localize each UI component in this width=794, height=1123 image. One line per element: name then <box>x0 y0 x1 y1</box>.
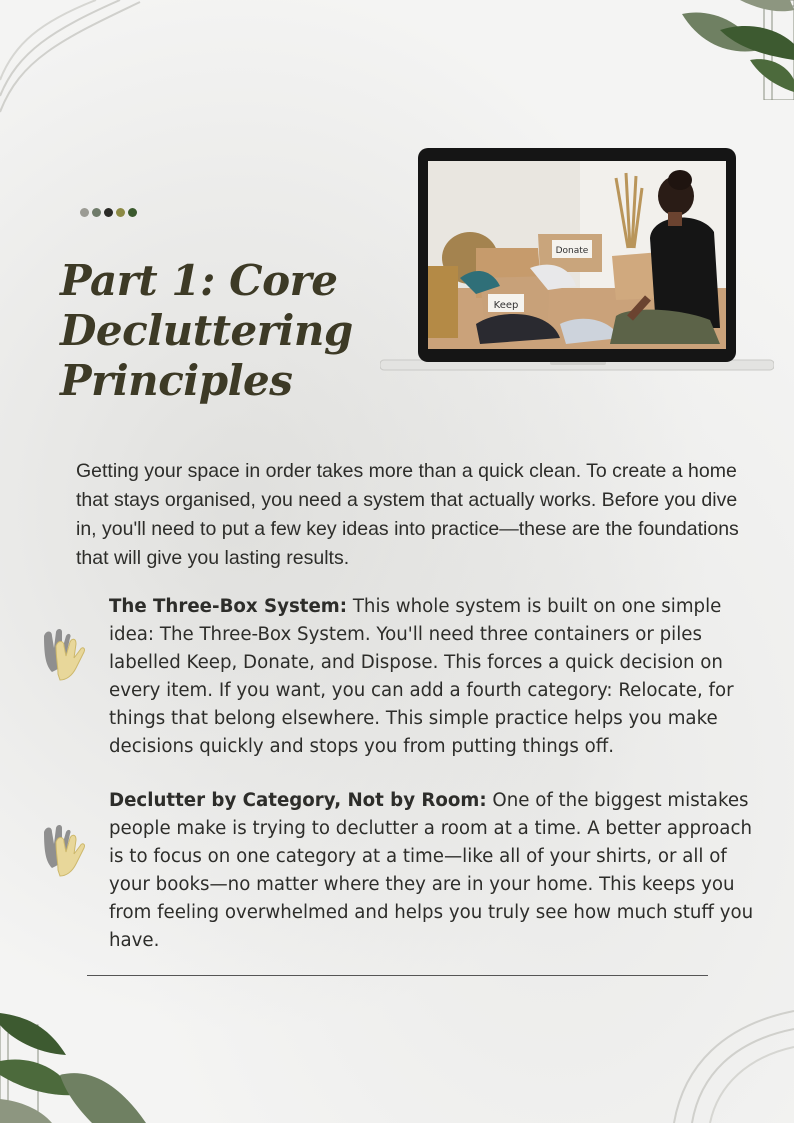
intro-paragraph: Getting your space in order takes more than a quick clean. To create a home that stays organised, you need a system that actually works. Before you dive in, you'll need to put a few key ideas into practice—these are the foundations that will give you lasting results. <box>76 460 739 569</box>
color-dots <box>80 208 137 217</box>
dot-5 <box>128 208 137 217</box>
section-heading: Declutter by Category, Not by Room: <box>109 790 487 811</box>
decorative-swirl-top-left <box>0 0 150 120</box>
section-declutter-by-category <box>109 787 769 955</box>
section-body: This whole system is built on one simple idea: The Three-Box System. You'll need three containers or piles labelled Keep, Donate, and Dispose. This forces a quick decision on every item. If you want, you can add a fourth category: Relocate, for things that belong elsewhere. This simple practice helps you make decisions quickly and stops you from putting things off. <box>109 596 734 757</box>
dot-1 <box>80 208 89 217</box>
decorative-leaves-bottom-left <box>0 1005 150 1123</box>
title-line-1: Part 1: Core <box>60 256 338 305</box>
dot-2 <box>92 208 101 217</box>
gloves-icon <box>38 822 86 878</box>
decluttering-photo <box>428 161 726 349</box>
decorative-swirl-bottom-right <box>664 1005 794 1123</box>
section-body: One of the biggest mistakes people make is trying to declutter a room at a time. A better approach is to focus on one category at a time—like all of your shirts, or all of your books—no matter where they are in your home. This keeps you from feeling overwhelmed and helps you truly see how much stuff you have. <box>109 790 754 951</box>
title-line-3: Principles <box>60 356 293 405</box>
laptop-photo <box>380 148 774 374</box>
divider-line <box>87 975 708 976</box>
section-heading: The Three-Box System: <box>109 596 348 617</box>
gloves-icon <box>38 626 86 682</box>
section-three-box-system <box>109 593 769 761</box>
dot-4 <box>116 208 125 217</box>
page-title <box>60 256 380 406</box>
title-line-2: Decluttering <box>60 306 353 355</box>
decorative-leaves-top-right <box>680 0 794 100</box>
dot-3 <box>104 208 113 217</box>
donate-label-text: Donate <box>555 246 589 256</box>
keep-label-text: Keep <box>493 300 519 311</box>
